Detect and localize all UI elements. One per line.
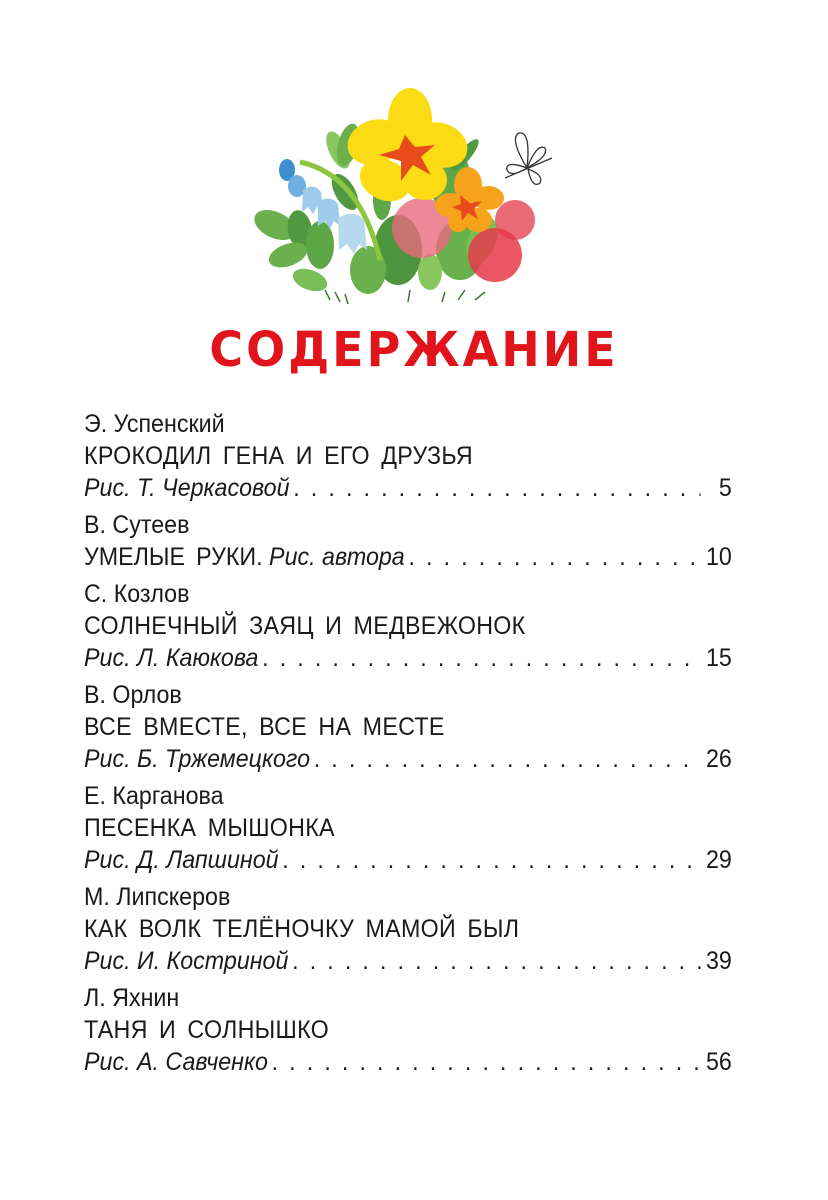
- toc-entry: [84, 408, 732, 504]
- toc-entry: [84, 509, 732, 573]
- entry-author: В. Сутеев: [84, 511, 190, 539]
- entry-title[interactable]: ВСЕ ВМЕСТЕ, ВСЕ НА МЕСТЕ: [84, 713, 445, 741]
- entry-author: Е. Карганова: [84, 782, 224, 810]
- entry-illustrator: Рис. Д. Лапшиной: [84, 846, 279, 874]
- toc-entry: [84, 780, 732, 876]
- entry-page-number[interactable]: 29: [705, 846, 732, 874]
- entry-page-number[interactable]: 26: [705, 745, 732, 773]
- entry-title[interactable]: ТАНЯ И СОЛНЫШКО: [84, 1016, 330, 1044]
- entry-illustrator-line: [84, 844, 732, 876]
- entry-illustrator: Рис. Л. Каюкова: [84, 644, 259, 672]
- entry-illustrator: Рис. Б. Тржемецкого: [84, 745, 311, 773]
- entry-illustrator-line: [84, 472, 732, 504]
- toc-entry: [84, 578, 732, 674]
- entry-illustrator: Рис. автора: [269, 543, 405, 571]
- entry-title[interactable]: КАК ВОЛК ТЕЛЁНОЧКУ МАМОЙ БЫЛ: [84, 915, 520, 943]
- entry-illustrator-line: [84, 743, 732, 775]
- entry-page-number[interactable]: 39: [705, 947, 732, 975]
- flowers-illustration: [250, 80, 570, 310]
- entry-title[interactable]: УМЕЛЫЕ РУКИ.: [84, 543, 263, 571]
- entry-illustrator-line: [84, 945, 732, 977]
- entry-illustrator: Рис. И. Костриной: [84, 947, 289, 975]
- dot-leader: [293, 472, 700, 504]
- entry-illustrator: Рис. Т. Черкасовой: [84, 474, 290, 502]
- table-of-contents: [84, 408, 732, 1083]
- dot-leader: [282, 844, 700, 876]
- entry-title[interactable]: ПЕСЕНКА МЫШОНКА: [84, 814, 335, 842]
- dot-leader: [408, 541, 700, 573]
- entry-page-number[interactable]: 5: [718, 474, 732, 502]
- dot-leader: [314, 743, 700, 775]
- toc-entry: [84, 679, 732, 775]
- entry-author: В. Орлов: [84, 681, 182, 709]
- entry-illustrator: Рис. А. Савченко: [84, 1048, 268, 1076]
- entry-illustrator-line: [84, 1046, 732, 1078]
- dot-leader: [292, 945, 700, 977]
- flower-bouquet-icon: [250, 80, 570, 310]
- entry-page-number[interactable]: 56: [705, 1048, 732, 1076]
- entry-page-number[interactable]: 10: [705, 543, 732, 571]
- entry-author: С. Козлов: [84, 580, 190, 608]
- toc-entry: [84, 982, 732, 1078]
- toc-entry: [84, 881, 732, 977]
- entry-illustrator-line: [84, 642, 732, 674]
- page-title: СОДЕРЖАНИЕ: [209, 320, 619, 378]
- entry-author: Л. Яхнин: [84, 984, 180, 1012]
- entry-page-number[interactable]: 15: [705, 644, 732, 672]
- entry-title[interactable]: КРОКОДИЛ ГЕНА И ЕГО ДРУЗЬЯ: [84, 442, 473, 470]
- entry-author: Э. Успенский: [84, 410, 225, 438]
- entry-author: М. Липскеров: [84, 883, 231, 911]
- dot-leader: [262, 642, 700, 674]
- dot-leader: [272, 1046, 701, 1078]
- entry-title-line: [84, 541, 732, 573]
- entry-title[interactable]: СОЛНЕЧНЫЙ ЗАЯЦ И МЕДВЕЖОНОК: [84, 612, 526, 640]
